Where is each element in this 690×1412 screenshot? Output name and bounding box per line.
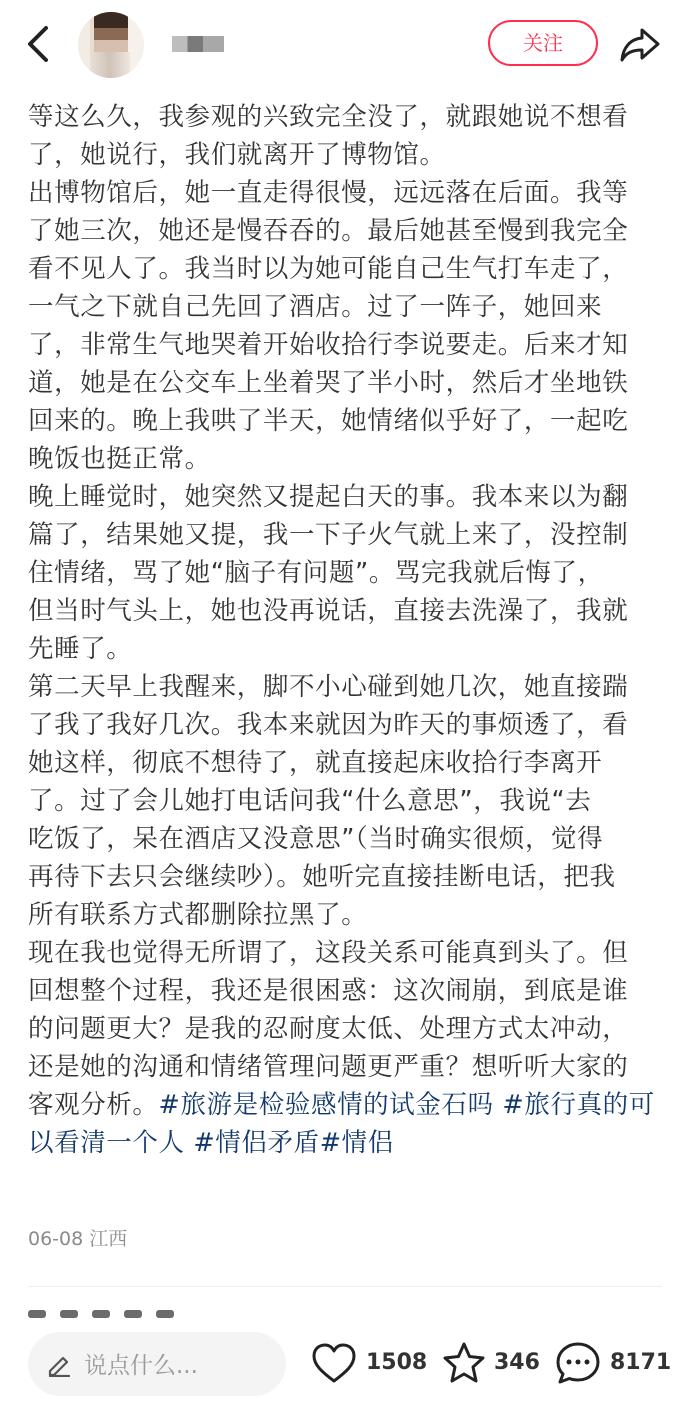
- collect-count: 346: [494, 1350, 540, 1375]
- paragraph-5-text: 现在我也觉得无所谓了，这段关系可能真到头了。但 回想整个过程，我还是很困惑：这次闹崩，到底是谁 的问题更大？是我的忍耐度太低、处理方式太冲动， 还是她的沟通和情绪管理问题更严重？想听听大家的 客观分析。: [28, 938, 629, 1120]
- comment-placeholder: 说点什么...: [84, 1353, 198, 1379]
- comment-button[interactable]: [554, 1340, 672, 1388]
- collect-button[interactable]: [440, 1340, 540, 1388]
- paragraph-2: 出博物馆后，她一直走得很慢，远远落在后面。我等 了她三次，她还是慢吞吞的。最后她甚至慢到我完全 看不见人了。我当时以为她可能自己生气打车走了， 一气之下就自己先回了酒店。过了一阵子，她回来 了，非常生气地哭着开始收拾行李说要走。后来才知 道，她是在公交车上坐着哭了半小时，然后才坐地铁 回来的。晚上我哄了半天，她情绪似乎好了，一起吃 晚饭也挺正常。: [28, 178, 629, 474]
- heart-icon: [310, 1340, 358, 1388]
- hashtag-4[interactable]: #情侣: [319, 1128, 394, 1158]
- paragraph-4: 第二天早上我醒来，脚不小心碰到她几次，她直接踹 了我了我好几次。我本来就因为昨天的事烦透了，看 她这样，彻底不想待了，就直接起床收拾行李离开 了。过了会儿她打电话问我“什么意思”，我说“去 吃饭了，呆在酒店又没意思”（当时确实很烦，觉得 再待下去只会继续吵）。她听完直接挂断电话，把我 所有联系方式都删除拉黑了。: [28, 672, 629, 930]
- top-bar: [0, 0, 690, 88]
- divider: [28, 1286, 662, 1287]
- chat-bubble-icon: [554, 1340, 602, 1388]
- share-arrow-icon[interactable]: [618, 22, 662, 66]
- post-date: 06-08: [28, 1228, 84, 1250]
- post-body: [28, 72, 668, 1162]
- chevron-left-icon[interactable]: [20, 22, 56, 66]
- comment-count: 8171: [610, 1350, 672, 1375]
- hashtag-2[interactable]: #旅行真的可 以看清一个人: [28, 1090, 655, 1158]
- paragraph-1: 等这么久，我参观的兴致完全没了，就跟她说不想看 了，她说行，我们就离开了博物馆。: [28, 102, 629, 170]
- pencil-icon: [46, 1351, 72, 1377]
- bottom-bar: [0, 1318, 690, 1412]
- comment-input[interactable]: [28, 1332, 286, 1396]
- hashtag-3[interactable]: #情侣矛盾: [193, 1128, 320, 1158]
- comments-section-peek: [28, 1300, 268, 1318]
- avatar[interactable]: [78, 12, 144, 78]
- hashtag-1[interactable]: #旅游是检验感情的试金石吗: [158, 1090, 494, 1120]
- like-button[interactable]: [310, 1340, 428, 1388]
- paragraph-3: 晚上睡觉时，她突然又提起白天的事。我本来以为翻 篇了，结果她又提，我一下子火气就上来了，没控制 住情绪，骂了她“脑子有问题”。骂完我就后悔了， 但当时气头上，她也没再说话，直接去洗澡了，我就 先睡了。: [28, 482, 629, 664]
- star-icon: [440, 1340, 488, 1388]
- follow-button[interactable]: 关注: [488, 20, 598, 66]
- post-meta: [28, 1224, 127, 1251]
- post-location: 江西: [89, 1228, 128, 1250]
- paragraph-5: [28, 934, 668, 1162]
- author-name[interactable]: [172, 36, 224, 52]
- like-count: 1508: [366, 1350, 428, 1375]
